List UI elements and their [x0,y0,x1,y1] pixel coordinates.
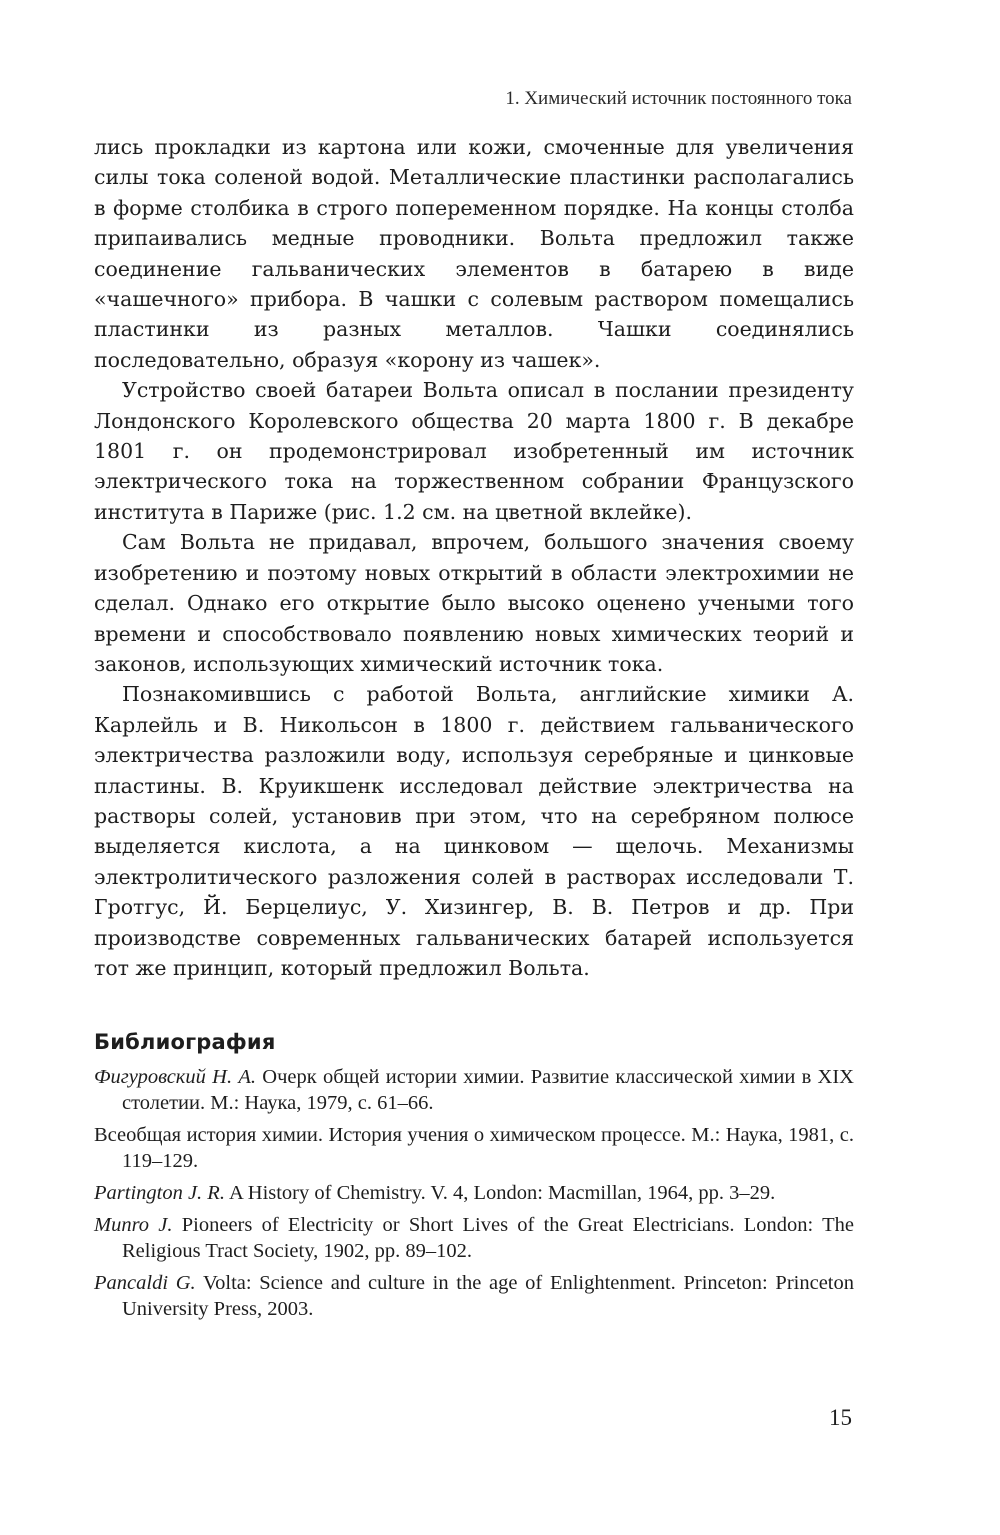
ref-author: Pancaldi G. [94,1272,196,1294]
paragraph: Устройство своей батареи Вольта описал в послании президенту Лондонского Королевского общества 20 марта 1800 г. В декабре 1801 г. он продемонстрировал изобретенный им источник электрического тока на торжественном собрании Французского института в Париже (рис. 1.2 см. на цветной вклейке). [94,378,854,524]
running-header: 1. Химический источник постоянного тока [505,88,852,109]
bibliography-entry [94,1212,854,1264]
ref-text: Volta: Science and culture in the age of Enlightenment. Princeton: Princeton University Press, 2003. [122,1272,854,1320]
bibliography-entry [94,1064,854,1116]
bibliography-entry [94,1180,854,1206]
paragraph: лись прокладки из картона или кожи, смоченные для увеличения силы тока соленой водой. Металлические пластинки располагались в форме столбика в строго попеременном порядке. На концы столба припаивались медные проводники. Вольта предложил также соединение гальванических элементов в батарею в виде «чашечного» прибора. В чашки с солевым раствором помещались пластинки из разных металлов. Чашки соединялись последовательно, образуя «корону из чашек». [94,135,854,372]
bibliography-entry [94,1122,854,1174]
ref-text: A History of Chemistry. V. 4, London: Macmillan, 1964, pp. 3–29. [224,1182,776,1204]
ref-text: Очерк общей истории химии. Развитие классической химии в XIX столетии. М.: Наука, 1979, с. 61–66. [122,1066,854,1114]
bibliography-entry [94,1270,854,1322]
bibliography-heading: Библиография [94,1030,276,1054]
ref-author: Munro J. [94,1214,173,1236]
paragraph: Сам Вольта не придавал, впрочем, большого значения своему изобретению и поэтому новых открытий в области электрохимии не сделал. Однако его открытие было высоко оценено учеными того времени и способствовало появлению новых химических теорий и законов, использующих химический источник тока. [94,530,854,676]
body-text [94,132,854,983]
bibliography [94,1030,854,1328]
ref-author: Фигуровский Н. А. [94,1066,256,1088]
paragraph: Познакомившись с работой Вольта, английские химики А. Карлейль и В. Никольсон в 1800 г. действием гальванического электричества разложили воду, используя серебряные и цинковые пластины. В. Круикшенк исследовал действие электричества на растворы солей, установив при этом, что на серебряном полюсе выделяется кислота, а на цинковом — щелочь. Механизмы электролитического разложения солей в растворах исследовали Т. Гротгус, Й. Берцелиус, У. Хизингер, В. В. Петров и др. При производстве современных гальванических батарей используется тот же принцип, который предложил Вольта. [94,682,854,980]
ref-text: Pioneers of Electricity or Short Lives of the Great Electricians. London: The Religious Tract Society, 1902, pp. 89–102. [122,1214,854,1262]
page-number: 15 [829,1405,852,1430]
ref-text: Всеобщая история химии. История учения о химическом процессе. М.: Наука, 1981, с. 119–129. [94,1124,854,1172]
ref-author: Partington J. R. [94,1182,225,1204]
